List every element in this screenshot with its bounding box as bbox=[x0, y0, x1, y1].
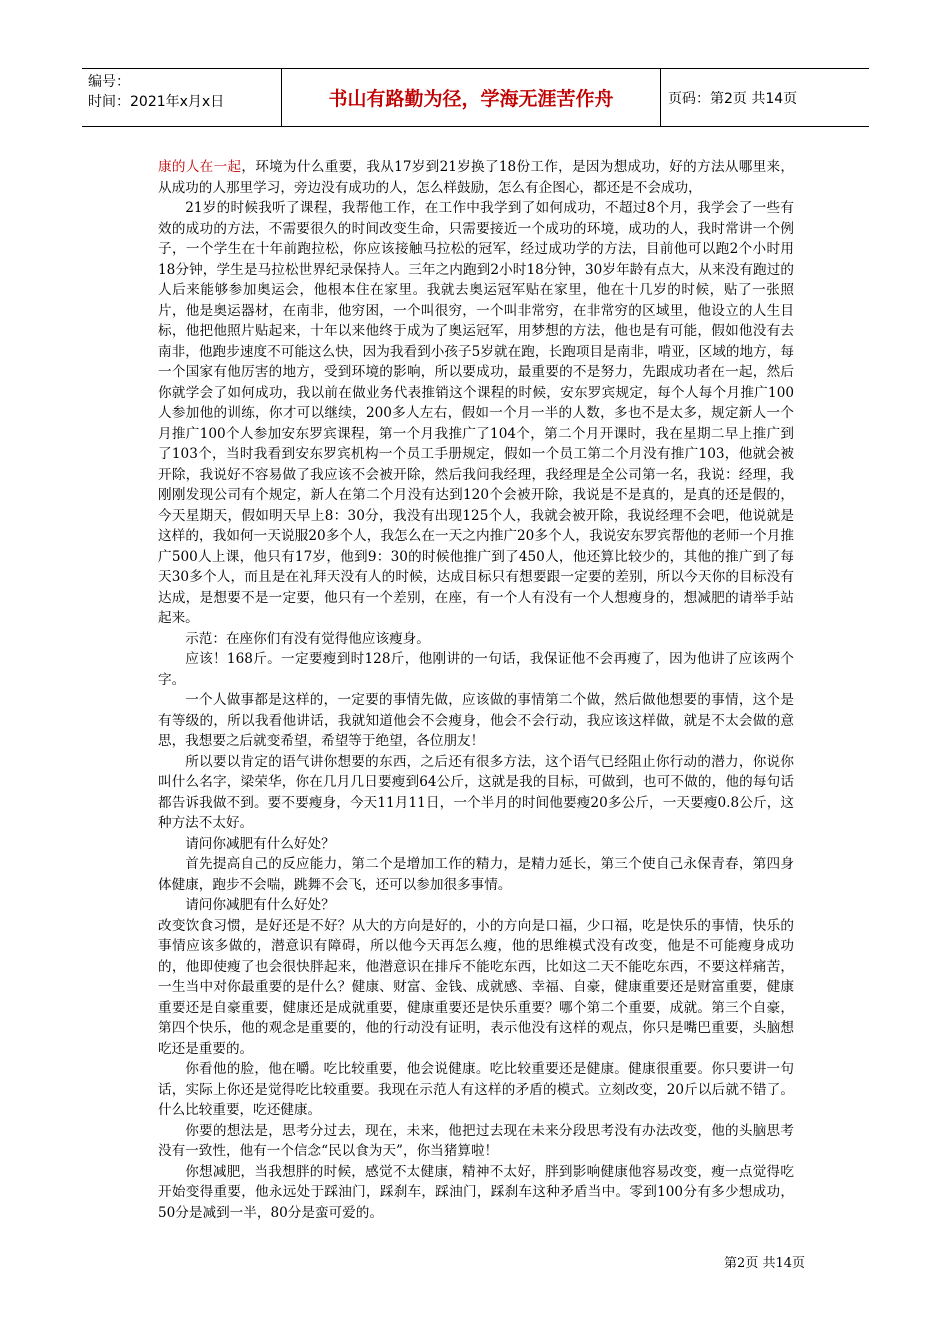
header-motto-cell bbox=[282, 69, 661, 126]
paragraph: 请问你减肥有什么好处？ bbox=[185, 835, 335, 852]
paragraph: 首先提高自己的反应能力，第二个是增加工作的精力，是精力延长，第三个使自己永保青春，第四身体健康，跑步不会喘，跳舞不会飞，还可以参加很多事情。 bbox=[158, 856, 794, 893]
paragraph: 示范：在座你们有没有觉得他应该瘦身。 bbox=[185, 630, 430, 647]
paragraph: 你看他的脸，他在嚼。吃比较重要，他会说健康。吃比较重要还是健康。健康很重要。你只要讲一句话，实际上你还是觉得吃比较重要。我现在示范人有这样的矛盾的模式。立刻改变，20斤以后就不错了。什么比较重要，吃还健康。 bbox=[158, 1061, 794, 1118]
paragraph: 改变饮食习惯，是好还是不好？从大的方向是好的，小的方向是口福，少口福，吃是快乐的事情，快乐的事情应该多做的，潜意识有障碍，所以他今天再怎么瘦，他的思维模式没有改变，他是不可能瘦身成功的，他即使瘦了也会很快胖起来，他潜意识在排斥不能吃东西，比如这二天不能吃东西，不要这样痛苦，一生当中对你最重要的是什么？健康、财富、金钱、成就感、幸福、自豪，健康重要还是财富重要，健康重要还是自豪重要，健康还是成就重要，健康重要还是快乐重要？哪个第二个重要，成就。第三个自豪，第四个快乐，他的观念是重要的，他的行动没有证明，表示他没有这样的观点，你只是嘴巴重要，头脑想吃还是重要的。 bbox=[158, 917, 794, 1057]
paragraph: 你想减肥，当我想胖的时候，感觉不太健康，精神不太好，胖到影响健康他容易改变，瘦一点觉得吃开始变得重要，他永远处于踩油门，踩刹车，踩油门，踩刹车这种矛盾当中。零到100分有多少想成功，50分是减到一半，80分是蛮可爱的。 bbox=[158, 1163, 794, 1221]
paragraph: 21岁的时候我听了课程，我帮他工作，在工作中我学到了如何成功，不超过8个月，我学会了一些有效的成功的方法，不需要很久的时间改变生命，只需要接近一个成功的环境，成功的人，我时常讲一个例子，一个学生在十年前跑拉松，你应该接触马拉松的冠军，经过成功学的方法，目前他可以跑2个小时用18分钟，学生是马拉松世界纪录保持人。三年之内跑到2小时18分钟，30岁年龄有点大，从来没有跑过的人后来能够参加奥运会，他根本住在家里。我就去奥运冠军贴在家里，他在十几岁的时候，贴了一张照片，他是奥运器材，在南非，他穷困，一个叫很穷，一个叫非常穷，在非常穷的区域里，他设立的人生目标，他把他照片贴起来，十年以来他终于成为了奥运冠军，用梦想的方法，他也是有可能，假如他没有去南非，他跑步速度不可能这么快，因为我看到小孩子5岁就在跑，长跑项目是南非，啃亚，区域的地方，每一个国家有他厉害的地方，受到环境的影响，所以要成功，最重要的不是努力，先跟成功者在一起，然后你就学会了如何成功，我以前在做业务代表推销这个课程的时候，安东罗宾规定，每个人每个月推广100人参加他的训练，你才可以继续，200多人左右，假如一个月一半的人数，多也不是太多，规定新人一个月推广100个人参加安东罗宾课程，第一个月我推广了104个，第二个月开课时，我在星期二早上推广到了103个，当时我看到安东罗宾机构一个员工手册规定，假如一个员工第二个月没有推广103，他就会被开除，我说好不容易做了我应该不会被开除，然后我问我经理，我经理是全公司第一名，我说：经理，我刚刚发现公司有个规定，新人在第二个月没有达到120个会被开除，我说是不是真的，是真的还是假的，今天星期天，假如明天早上8：30分，我没有出现125个人，我就会被开除，我说经理不会吧，他说就是这样的，我如何一天说服20多个人，我怎么在一天之内推广20多个人，我说安东罗宾帮他的老师一个月推广500人上课，他只有17岁，他到9：30的时候他推广到了450人，他还算比较少的，其他的推广到了每天30多个人，而且是在礼拜天没有人的时候，达成目标只有想要跟一定要的差别，所以今天你的目标没有达成，是想要不是一定要，他只有一个差别，在座，有一个人有没有一个人想瘦身的，想减肥的请举手站起来。 bbox=[158, 200, 794, 626]
paragraph: 请问你减肥有什么好处？ bbox=[185, 897, 335, 913]
page-header bbox=[82, 68, 869, 127]
paragraph: 所以要以肯定的语气讲你想要的东西，之后还有很多方法，这个语气已经阻止你行动的潜力，你说你叫什么名字，梁荣华，你在几月几日要瘦到64公斤，这就是我的目标，可做到，也可不做的，他的每句话都告诉我做不到。要不要瘦身，今天11月11日，一个半月的时间他要瘦20多公斤，一天要瘦0.8公斤，这种方法不太好。 bbox=[158, 753, 794, 831]
header-info-cell bbox=[82, 69, 282, 126]
page-footer: 第2页 共14页 bbox=[724, 1256, 805, 1271]
date-label: 时间：2021年x月x日 bbox=[88, 94, 225, 110]
motto-text: 书山有路勤为径，学海无涯苦作舟 bbox=[328, 88, 614, 110]
paragraph-text: ，环境为什么重要，我从17岁到21岁换了18份工作，是因为想成功，好的方法从哪里来，从成功的人那里学习，旁边没有成功的人，怎么样鼓励，怎么有企图心，都还是不会成功， bbox=[158, 159, 794, 196]
paragraph: 应该！168斤。一定要瘦到时128斤，他刚讲的一句话，我保证他不会再瘦了，因为他讲了应该两个字。 bbox=[158, 651, 794, 688]
document-body bbox=[158, 157, 794, 1223]
header-page-cell bbox=[661, 69, 869, 126]
paragraph bbox=[158, 157, 794, 198]
number-label: 编号： bbox=[88, 74, 130, 90]
page-label: 页码：第2页 共14页 bbox=[668, 90, 798, 107]
paragraph: 你要的想法是，思考分过去，现在，未来，他把过去现在未来分段思考没有办法改变，他的头脑思考没有一致性，他有一个信念“民以食为天”，你当猪算啦！ bbox=[158, 1122, 794, 1159]
highlighted-text: 康的人在一起 bbox=[158, 159, 242, 175]
paragraph: 一个人做事都是这样的，一定要的事情先做，应该做的事情第二个做，然后做他想要的事情，这个是有等级的，所以我看他讲话，我就知道他会不会瘦身，他会不会行动，我应该这样做，就是不太会做的意思，我想要之后就变希望，希望等于绝望，各位朋友！ bbox=[158, 692, 794, 749]
